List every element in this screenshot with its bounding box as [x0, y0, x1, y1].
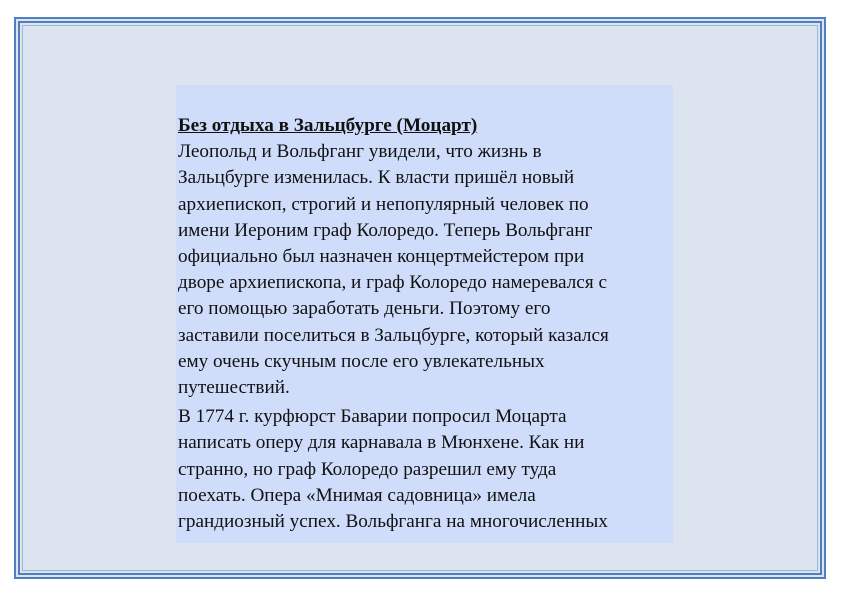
text-line: заставили поселиться в Зальцбурге, который казался — [178, 324, 609, 346]
text-line: написать оперу для карнавала в Мюнхене. Как ни — [178, 432, 585, 454]
text-box — [176, 85, 673, 543]
text-line: имени Иероним граф Колоредо. Теперь Вольфганг — [178, 219, 593, 241]
text-line: Зальцбурге изменилась. К власти пришёл новый — [178, 167, 575, 189]
text-line: его помощью заработать деньги. Поэтому его — [178, 298, 551, 320]
text-body — [178, 113, 671, 535]
text-line: поехать. Опера «Мнимая садовница» имела — [178, 484, 536, 506]
text-line: Леопольд и Вольфганг увидели, что жизнь в — [178, 141, 542, 163]
document-title: Без отдыха в Зальцбурге (Моцарт) — [178, 115, 478, 136]
text-line: ему очень скучным после его увлекательных — [178, 350, 545, 372]
text-line: архиепископ, строгий и непопулярный человек по — [178, 193, 589, 215]
paragraph-2 — [178, 404, 671, 535]
text-line: В 1774 г. курфюрст Баварии попросил Моцарта — [178, 406, 567, 428]
text-line: дворе архиепископа, и граф Колоредо намеревался с — [178, 272, 607, 294]
paragraph-1 — [178, 139, 671, 401]
text-line: официально был назначен концертмейстером при — [178, 246, 585, 268]
text-line: грандиозный успех. Вольфганга на многочисленных — [178, 511, 608, 533]
text-line: путешествий. — [178, 377, 290, 399]
text-line: странно, но граф Колоредо разрешил ему туда — [178, 458, 557, 480]
